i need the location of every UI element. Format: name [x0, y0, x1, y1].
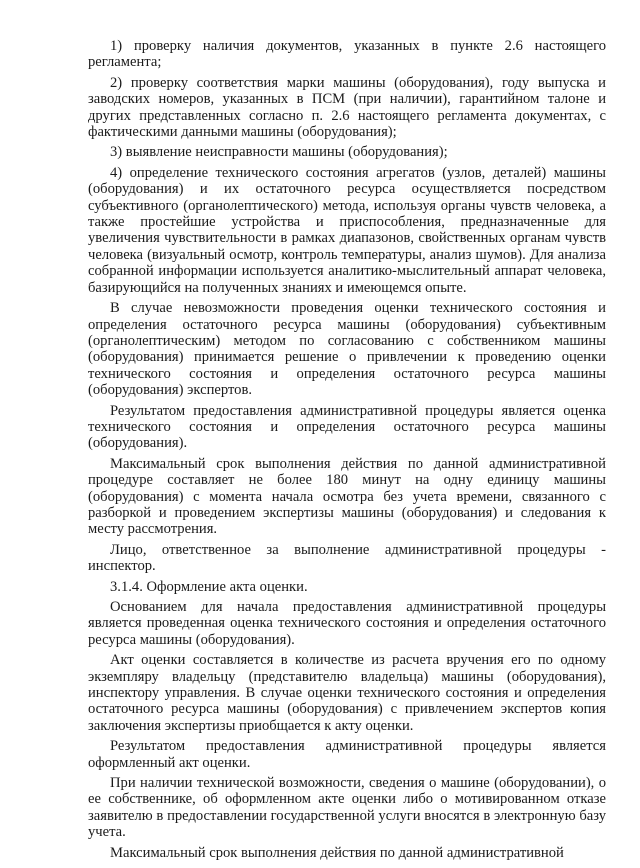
paragraph-item-4: 4) определение технического состояния агрегатов (узлов, деталей) машины (оборудования) и их остаточного ресурса осуществляется посредством субъективного (органолептического) метода, используя органы чувств человека, а также простейшие устройства и приспособления, предназначенные для увеличения чувствительности в рамках диапазонов, свойственных органам чувств человека (визуальный осмотр, контроль температуры, анализ шумов). Для анализа собранной информации используется аналитико-мыслительный аппарат человека, базирующийся на полученных знаниях и имеющемся опыте.: [88, 164, 606, 296]
paragraph-responsible-person: Лицо, ответственное за выполнение административной процедуры - инспектор.: [88, 541, 606, 575]
paragraph-item-2: 2) проверку соответствия марки машины (оборудования), году выпуска и заводских номеров, указанных в ПСМ (при наличии), гарантийном талоне и других представленных согласно п. 2.6 настоящего регламента документах, с фактическими данными машины (оборудования);: [88, 74, 606, 141]
paragraph-electronic-database: При наличии технической возможности, сведения о машине (оборудовании), о ее собственнике, об оформленном акте оценки либо о мотивированном отказе заявителю в предоставлении государственной услуги вносятся в электронную базу учета.: [88, 775, 606, 841]
paragraph-act-copies: Акт оценки составляется в количестве из расчета вручения его по одному экземпляру владельцу (представителю владельца) машины (оборудования), инспектору управления. В случае оценки технического состояния и определения остаточного ресурса машины (оборудования) с привлечением экспертов копия заключения экспертизы приобщается к акту оценки.: [88, 652, 606, 734]
document-page: [88, 38, 606, 865]
paragraph-no-subjective-method: В случае невозможности проведения оценки технического состояния и определения остаточного ресурса машины (оборудования) субъективным (органолептическим) методом по согласованию с собственником машины (оборудования) принимается решение о привлечении к проведению оценки технического состояния и определения остаточного ресурса машины (оборудования) экспертов.: [88, 300, 606, 399]
paragraph-item-1: 1) проверку наличия документов, указанных в пункте 2.6 настоящего регламента;: [88, 38, 606, 71]
paragraph-basis-for-start: Основанием для начала предоставления административной процедуры является проведенная оценка технического состояния и определения остаточного ресурса машины (оборудования).: [88, 599, 606, 648]
paragraph-result-assessment: Результатом предоставления административной процедуры является оценка технического состояния и определения остаточного ресурса машины (оборудования).: [88, 402, 606, 452]
paragraph-result-act: Результатом предоставления административной процедуры является оформленный акт оценки.: [88, 738, 606, 771]
paragraph-max-time-180: Максимальный срок выполнения действия по данной административной процедуре составляет не более 180 минут на одну единицу машины (оборудования) с момента начала осмотра без учета времени, связанного с разборкой и проведением экспертизы машины (оборудования) и следования к месту рассмотрения.: [88, 455, 606, 538]
paragraph-item-3: 3) выявление неисправности машины (оборудования);: [110, 144, 448, 161]
section-heading-3-1-4: 3.1.4. Оформление акта оценки.: [110, 578, 308, 595]
paragraph-max-time-tail: Максимальный срок выполнения действия по данной административной: [110, 844, 564, 861]
